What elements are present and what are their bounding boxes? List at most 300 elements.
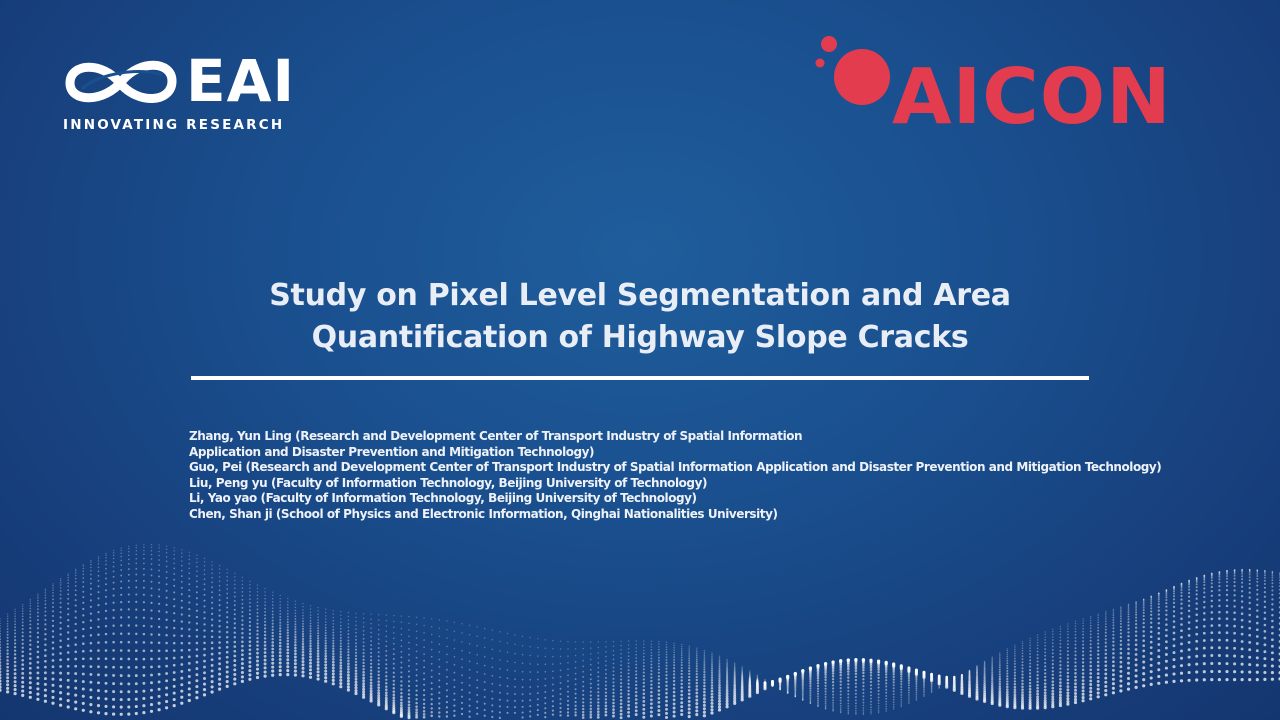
wave-particle	[408, 623, 409, 624]
wave-particle	[991, 672, 993, 674]
wave-particle	[378, 647, 380, 649]
wave-particle	[1120, 611, 1122, 613]
wave-particle	[287, 637, 289, 639]
wave-particle	[279, 669, 282, 672]
wave-particle	[1218, 589, 1220, 591]
wave-particle	[695, 706, 698, 709]
wave-particle	[476, 701, 478, 703]
wave-particle	[97, 704, 100, 707]
wave-particle	[703, 660, 705, 662]
wave-particle	[491, 675, 493, 677]
wave-particle	[635, 677, 637, 679]
wave-particle	[67, 575, 68, 576]
wave-particle	[113, 588, 115, 590]
wave-particle	[324, 673, 327, 676]
wave-particle	[120, 601, 122, 603]
wave-particle	[136, 545, 137, 546]
wave-particle	[271, 644, 274, 647]
wave-particle	[1090, 630, 1092, 632]
wave-particle	[1143, 603, 1145, 605]
wave-particle	[847, 673, 849, 675]
wave-particle	[74, 687, 77, 690]
wave-particle	[552, 713, 554, 715]
wave-particle	[1097, 636, 1099, 638]
wave-particle	[302, 615, 304, 617]
wave-particle	[1157, 662, 1160, 665]
wave-particle	[188, 608, 190, 610]
wave-particle	[59, 665, 62, 668]
wave-particle	[98, 563, 100, 565]
wave-particle	[1067, 661, 1069, 663]
wave-particle	[666, 649, 668, 651]
wave-particle	[340, 651, 342, 653]
wave-particle	[203, 605, 205, 607]
wave-particle	[1127, 635, 1129, 637]
wave-particle	[748, 695, 751, 698]
wave-particle	[401, 634, 403, 636]
wave-particle	[552, 648, 553, 649]
wave-particle	[1211, 575, 1213, 577]
wave-particle	[461, 708, 463, 710]
wave-particle	[438, 686, 440, 688]
wave-particle	[1006, 655, 1008, 657]
wave-particle	[241, 645, 244, 648]
wave-particle	[204, 574, 206, 576]
wave-particle	[256, 615, 258, 617]
wave-particle	[135, 563, 137, 565]
wave-particle	[484, 656, 486, 658]
wave-particle	[544, 716, 546, 718]
wave-particle	[1203, 612, 1206, 615]
wave-particle	[1052, 677, 1054, 679]
wave-particle	[514, 700, 516, 702]
wave-particle	[355, 617, 356, 618]
wave-particle	[203, 642, 206, 645]
wave-particle	[1052, 656, 1054, 658]
wave-particle	[256, 648, 259, 651]
wave-particle	[612, 685, 614, 687]
wave-particle	[234, 587, 236, 589]
wave-particle	[188, 669, 191, 672]
wave-particle	[438, 659, 440, 661]
wave-particle	[643, 656, 645, 658]
wave-particle	[802, 693, 804, 695]
wave-particle	[83, 566, 84, 567]
wave-particle	[82, 650, 85, 653]
wave-particle	[666, 651, 668, 653]
wave-particle	[560, 676, 562, 678]
wave-particle	[438, 679, 440, 681]
wave-particle	[1082, 651, 1084, 653]
wave-particle	[44, 633, 46, 635]
wave-particle	[908, 694, 910, 696]
wave-particle	[1082, 620, 1083, 621]
wave-particle	[1052, 680, 1055, 683]
wave-particle	[1104, 681, 1107, 684]
wave-particle	[286, 655, 289, 658]
wave-particle	[612, 711, 615, 714]
wave-particle	[1120, 661, 1123, 664]
wave-particle	[52, 636, 54, 638]
wave-particle	[839, 674, 841, 676]
wave-particle	[673, 661, 675, 663]
wave-particle	[718, 675, 720, 677]
wave-particle	[0, 680, 1, 683]
wave-particle	[1203, 670, 1206, 673]
wave-particle	[1006, 658, 1008, 660]
wave-particle	[211, 586, 213, 588]
wave-particle	[809, 685, 811, 687]
wave-particle	[484, 689, 486, 691]
wave-particle	[1006, 665, 1008, 667]
wave-particle	[1044, 689, 1047, 692]
wave-particle	[385, 707, 388, 710]
wave-particle	[120, 674, 123, 677]
wave-particle	[1127, 652, 1130, 655]
wave-particle	[370, 644, 372, 646]
wave-particle	[605, 711, 608, 714]
wave-particle	[1044, 676, 1046, 678]
wave-particle	[211, 565, 212, 566]
wave-particle	[1075, 625, 1077, 627]
wave-particle	[620, 675, 622, 677]
wave-particle	[1113, 610, 1114, 611]
wave-particle	[658, 678, 660, 680]
wave-particle	[67, 603, 69, 605]
wave-particle	[1195, 678, 1198, 681]
wave-particle	[597, 684, 599, 686]
wave-particle	[385, 688, 388, 691]
wave-particle	[1165, 594, 1167, 596]
wave-particle	[575, 678, 577, 680]
wave-particle	[1173, 598, 1175, 600]
wave-particle	[1233, 605, 1235, 607]
wave-particle	[1021, 688, 1024, 691]
wave-particle	[1006, 678, 1008, 680]
wave-particle	[1075, 621, 1076, 622]
wave-particle	[1135, 623, 1137, 625]
wave-particle	[1112, 630, 1114, 632]
wave-particle	[658, 693, 661, 696]
wave-particle	[113, 555, 115, 557]
wave-particle	[82, 628, 84, 630]
wave-particle	[378, 663, 380, 665]
wave-particle	[469, 643, 471, 645]
wave-particle	[195, 679, 198, 682]
wave-particle	[264, 644, 267, 647]
wave-particle	[82, 680, 85, 683]
wave-particle	[423, 703, 425, 705]
wave-particle	[885, 682, 887, 684]
wave-particle	[204, 578, 206, 580]
wave-particle	[378, 670, 380, 672]
wave-particle	[295, 604, 296, 605]
wave-particle	[362, 680, 365, 683]
wave-particle	[537, 714, 539, 716]
wave-particle	[560, 641, 561, 642]
wave-particle	[567, 662, 569, 664]
wave-particle	[567, 708, 569, 710]
wave-particle	[862, 699, 864, 701]
wave-particle	[234, 600, 236, 602]
wave-particle	[1051, 693, 1054, 696]
wave-particle	[226, 680, 229, 683]
wave-particle	[620, 706, 623, 709]
wave-particle	[461, 702, 463, 704]
wave-particle	[226, 626, 228, 628]
wave-particle	[1029, 656, 1031, 658]
wave-particle	[127, 698, 130, 701]
wave-particle	[264, 588, 265, 589]
wave-particle	[1052, 639, 1054, 641]
wave-particle	[1036, 693, 1039, 696]
wave-particle	[529, 699, 531, 701]
wave-particle	[294, 673, 297, 676]
wave-particle	[726, 703, 729, 706]
wave-particle	[862, 702, 864, 704]
wave-particle	[469, 625, 470, 626]
wave-particle	[545, 656, 547, 658]
wave-particle	[1097, 661, 1100, 664]
wave-particle	[211, 630, 213, 632]
wave-particle	[696, 676, 698, 678]
wave-particle	[636, 640, 637, 641]
wave-particle	[832, 704, 834, 706]
wave-particle	[703, 685, 706, 688]
wave-particle	[165, 672, 168, 675]
wave-particle	[211, 597, 213, 599]
wave-particle	[135, 601, 137, 603]
wave-particle	[461, 682, 463, 684]
wave-particle	[635, 664, 637, 666]
wave-particle	[67, 644, 70, 647]
wave-particle	[1218, 585, 1220, 587]
wave-particle	[476, 671, 478, 673]
wave-particle	[711, 668, 713, 670]
wave-particle	[847, 703, 849, 705]
wave-particle	[786, 676, 789, 679]
wave-particle	[1241, 626, 1244, 629]
author-line: Li, Yao yao (Faculty of Information Technology, Beijing University of Technology)	[189, 491, 697, 506]
wave-particle	[908, 696, 910, 698]
wave-particle	[211, 618, 213, 620]
wave-particle	[1029, 693, 1032, 696]
aicon-wordmark: AICON	[892, 53, 1172, 142]
wave-particle	[264, 659, 267, 662]
wave-particle	[492, 639, 493, 640]
wave-particle	[1036, 695, 1039, 698]
wave-particle	[1271, 638, 1274, 641]
wave-particle	[1271, 645, 1274, 648]
wave-particle	[1007, 652, 1009, 654]
wave-particle	[1127, 639, 1129, 641]
wave-particle	[869, 660, 872, 663]
wave-particle	[363, 655, 365, 657]
wave-particle	[620, 672, 622, 674]
wave-particle	[355, 624, 357, 626]
wave-particle	[1135, 607, 1137, 609]
wave-particle	[507, 669, 509, 671]
wave-particle	[1067, 685, 1070, 688]
wave-particle	[226, 597, 228, 599]
wave-particle	[166, 571, 168, 573]
wave-particle	[454, 639, 456, 641]
wave-particle	[878, 693, 880, 695]
wave-particle	[37, 612, 39, 614]
wave-particle	[7, 631, 9, 633]
wave-particle	[1127, 631, 1129, 633]
wave-particle	[203, 654, 206, 657]
wave-particle	[703, 666, 705, 668]
wave-particle	[347, 662, 350, 665]
wave-particle	[44, 649, 47, 652]
wave-particle	[1188, 615, 1191, 618]
wave-particle	[627, 700, 630, 703]
wave-particle	[332, 650, 334, 652]
wave-particle	[295, 601, 296, 602]
wave-particle	[1074, 682, 1077, 685]
wave-particle	[385, 685, 388, 688]
wave-particle	[522, 645, 523, 646]
wave-particle	[90, 564, 92, 566]
wave-particle	[1150, 683, 1153, 686]
wave-particle	[1195, 663, 1198, 666]
wave-particle	[469, 661, 471, 663]
author-list	[189, 429, 1189, 523]
wave-particle	[0, 638, 1, 640]
wave-particle	[112, 698, 115, 701]
wave-particle	[226, 666, 229, 669]
wave-particle	[1135, 669, 1138, 672]
wave-particle	[1165, 667, 1168, 670]
wave-particle	[590, 669, 592, 671]
wave-particle	[1143, 615, 1145, 617]
wave-particle	[454, 648, 456, 650]
wave-particle	[1173, 606, 1175, 608]
wave-particle	[1256, 678, 1259, 681]
wave-particle	[1044, 648, 1046, 650]
wave-particle	[0, 628, 1, 630]
wave-particle	[1067, 679, 1070, 682]
wave-particle	[1127, 618, 1129, 620]
wave-particle	[999, 666, 1001, 668]
wave-particle	[203, 693, 206, 696]
wave-particle	[703, 694, 706, 697]
wave-particle	[1225, 678, 1228, 681]
wave-particle	[1127, 677, 1130, 680]
wave-particle	[438, 643, 440, 645]
wave-particle	[923, 694, 925, 696]
wave-particle	[968, 695, 971, 698]
wave-particle	[1128, 611, 1130, 613]
wave-particle	[855, 713, 856, 714]
wave-particle	[196, 575, 198, 577]
wave-particle	[1233, 611, 1236, 614]
wave-particle	[1089, 697, 1092, 700]
wave-particle	[711, 699, 714, 702]
wave-particle	[188, 628, 190, 630]
wave-particle	[688, 676, 690, 678]
wave-particle	[900, 694, 902, 696]
wave-particle	[302, 630, 304, 632]
wave-particle	[22, 606, 23, 607]
wave-particle	[575, 641, 576, 642]
wave-particle	[507, 642, 508, 643]
wave-particle	[688, 704, 691, 707]
wave-particle	[196, 591, 198, 593]
wave-particle	[408, 693, 410, 695]
wave-particle	[1263, 643, 1266, 646]
wave-particle	[681, 670, 683, 672]
wave-particle	[537, 698, 539, 700]
wave-particle	[469, 698, 471, 700]
wave-particle	[681, 662, 683, 664]
wave-particle	[408, 697, 410, 699]
wave-particle	[719, 657, 720, 658]
wave-particle	[150, 587, 152, 589]
wave-particle	[196, 566, 198, 568]
wave-particle	[1021, 670, 1023, 672]
wave-particle	[173, 678, 176, 681]
wave-particle	[44, 677, 47, 680]
wave-particle	[681, 679, 683, 681]
wave-particle	[1234, 578, 1236, 580]
wave-particle	[301, 671, 304, 674]
wave-particle	[150, 641, 153, 644]
wave-particle	[613, 659, 615, 661]
wave-particle	[650, 691, 653, 694]
wave-particle	[537, 671, 539, 673]
wave-particle	[400, 692, 402, 694]
wave-particle	[143, 547, 144, 548]
wave-particle	[665, 684, 667, 686]
wave-particle	[469, 684, 471, 686]
wave-particle	[60, 587, 62, 589]
wave-particle	[923, 689, 925, 691]
wave-particle	[120, 616, 122, 618]
wave-particle	[386, 620, 387, 621]
wave-particle	[181, 556, 183, 558]
wave-particle	[635, 695, 638, 698]
wave-particle	[1143, 626, 1145, 628]
wave-particle	[302, 609, 304, 611]
wave-particle	[1157, 643, 1160, 646]
wave-particle	[37, 646, 39, 648]
wave-particle	[1044, 645, 1046, 647]
wave-particle	[52, 665, 55, 668]
wave-particle	[1127, 672, 1130, 675]
wave-particle	[256, 641, 259, 644]
wave-particle	[165, 619, 167, 621]
wave-particle	[704, 651, 705, 652]
wave-particle	[264, 621, 266, 623]
wave-particle	[862, 682, 864, 684]
wave-particle	[1188, 605, 1190, 607]
wave-particle	[0, 652, 1, 654]
wave-particle	[249, 584, 250, 585]
wave-particle	[491, 710, 493, 712]
particle-wave-decoration	[0, 520, 1280, 720]
wave-particle	[226, 584, 228, 586]
wave-particle	[643, 647, 645, 649]
wave-particle	[681, 659, 683, 661]
wave-particle	[113, 595, 115, 597]
wave-particle	[704, 653, 706, 655]
wave-particle	[1173, 644, 1176, 647]
wave-particle	[681, 650, 683, 652]
wave-particle	[82, 614, 84, 616]
wave-particle	[37, 615, 39, 617]
